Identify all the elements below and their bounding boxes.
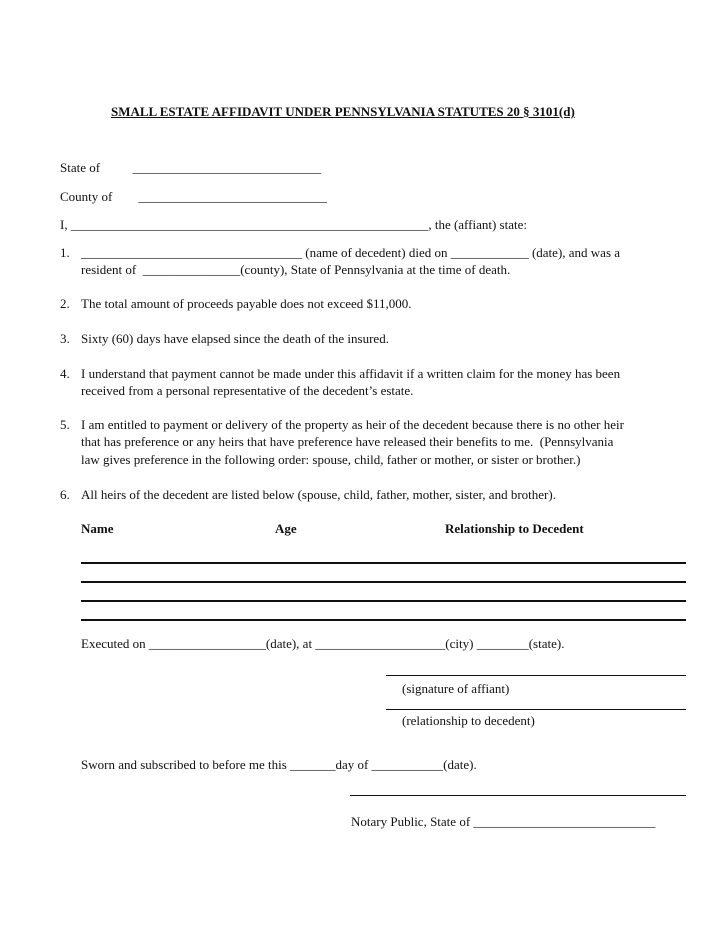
item-4-line-1: I understand that payment cannot be made under this affidavit if a written claim for the money has been — [81, 366, 621, 381]
item-number: 1. — [60, 245, 70, 260]
item-1-line-2[interactable]: resident of _______________(county), State of Pennsylvania at the time of death. — [81, 262, 511, 277]
executed-on-field[interactable]: Executed on __________________(date), at ____________________(city) ________(state). — [81, 636, 565, 651]
item-5-line-2: that has preference or any heirs that have preference have released their benefits to me. (Pennsylvania — [81, 434, 614, 449]
notary-state-field[interactable]: Notary Public, State of ____________________________ — [351, 814, 656, 829]
item-5-line-1: I am entitled to payment or delivery of the property as heir of the decedent because there is no other heir — [81, 417, 624, 432]
sworn-field[interactable]: Sworn and subscribed to before me this _______day of ___________(date). — [81, 757, 477, 772]
notary-signature-line[interactable] — [350, 795, 686, 796]
heir-row-line[interactable] — [81, 619, 686, 621]
item-3-text: Sixty (60) days have elapsed since the death of the insured. — [81, 331, 389, 346]
item-number: 2. — [60, 296, 70, 311]
affiant-name-field[interactable]: I, _______________________________________________________, the (affiant) state: — [60, 217, 527, 232]
item-number: 3. — [60, 331, 70, 346]
col-header-name: Name — [81, 521, 114, 536]
item-number: 4. — [60, 366, 70, 381]
page-title: SMALL ESTATE AFFIDAVIT UNDER PENNSYLVANIA STATUTES 20 § 3101(d) — [111, 104, 575, 119]
col-header-age: Age — [275, 521, 297, 536]
item-number: 5. — [60, 417, 70, 432]
col-header-relationship: Relationship to Decedent — [445, 521, 584, 536]
item-2-text: The total amount of proceeds payable does not exceed $11,000. — [81, 296, 412, 311]
signature-label: (signature of affiant) — [402, 681, 510, 696]
item-4-line-2: received from a personal representative of the decedent’s estate. — [81, 383, 414, 398]
state-field[interactable]: State of _____________________________ — [60, 160, 322, 175]
signature-line[interactable] — [386, 675, 686, 676]
relationship-line[interactable] — [386, 709, 686, 710]
relationship-label: (relationship to decedent) — [402, 713, 535, 728]
heir-row-line[interactable] — [81, 600, 686, 602]
heir-row-line[interactable] — [81, 562, 686, 564]
heir-row-line[interactable] — [81, 581, 686, 583]
item-number: 6. — [60, 487, 70, 502]
county-field[interactable]: County of _____________________________ — [60, 189, 327, 204]
item-5-line-3: law gives preference in the following order: spouse, child, father or mother, or sister or brother.) — [81, 452, 581, 467]
item-1-line-1[interactable]: __________________________________ (name of decedent) died on ____________ (date), and was a — [81, 245, 621, 260]
item-6-text: All heirs of the decedent are listed below (spouse, child, father, mother, sister, and brother). — [81, 487, 556, 502]
